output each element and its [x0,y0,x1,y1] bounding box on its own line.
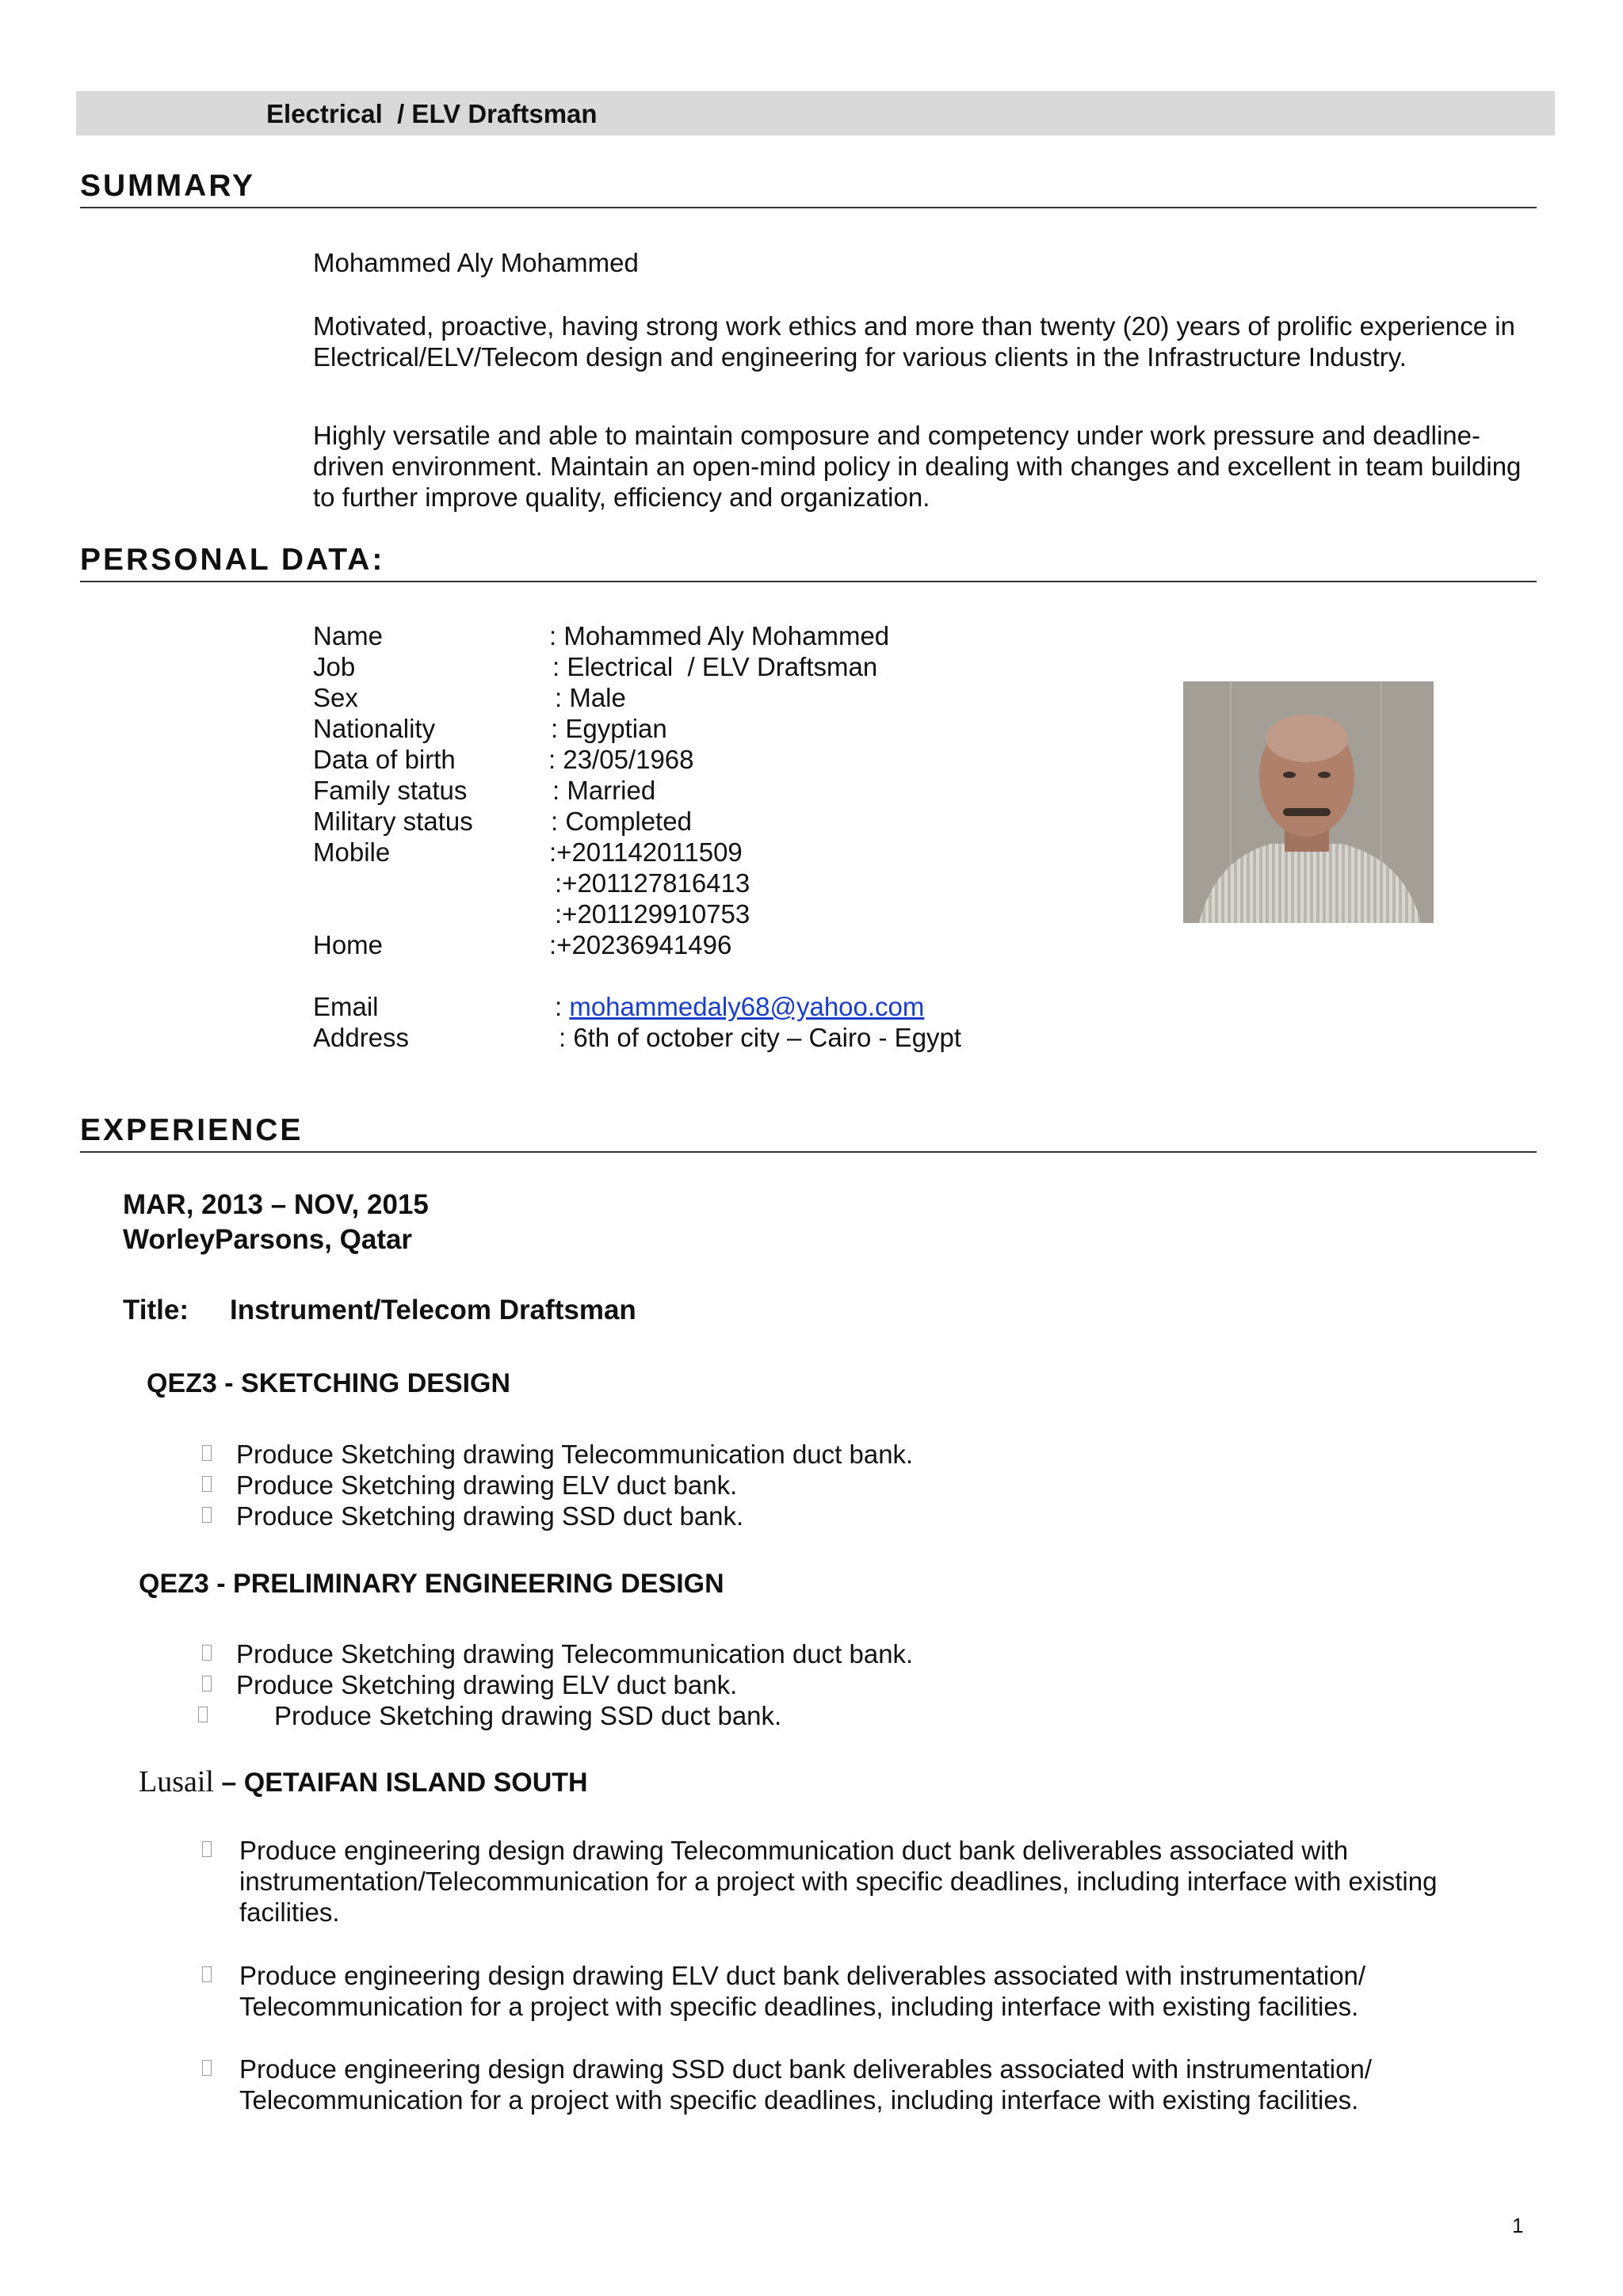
list-item-text: Produce Sketching drawing ELV duct bank. [236,1470,738,1500]
section-lusail-heading [139,1764,588,1799]
experience-title-label: Title: [123,1295,189,1325]
label-mobile: Mobile [313,837,391,867]
experience-heading: EXPERIENCE [80,1113,1537,1153]
list-item-text: Produce Sketching drawing SSD duct bank. [274,1701,782,1730]
summary-paragraph-1: Motivated, proactive, having strong work ethics and more than twenty (20) years of prolific experience in Electrical/ELV/Telecom design and engineering for various clients in the Infrastructure Industry. [313,311,1515,372]
label-email: Email [313,992,379,1021]
value-mobile-2: :+201127816413 [555,868,750,898]
value-mobile-3: :+201129910753 [555,899,750,929]
bullet-icon [202,1445,212,1461]
value-nationality: : Egyptian [551,714,667,743]
bullet-icon [202,1507,212,1523]
list-item-text: Produce Sketching drawing SSD duct bank. [236,1501,744,1531]
lusail-heading-rest: – QETAIFAN ISLAND SOUTH [213,1768,588,1798]
document-title: Electrical / ELV Draftsman [266,99,598,128]
value-military: : Completed [551,807,692,836]
value-home: :+20236941496 [549,930,732,959]
personal-row-military [313,806,692,837]
value-address: : 6th of october city – Cairo - Egypt [559,1023,962,1052]
profile-photo-svg [1183,681,1434,923]
email-prefix: : [555,992,570,1021]
list-item-text: Produce engineering design drawing Telecommunication duct bank deliverables associated with instrumentation/Telecommunication for a project with specific deadlines, including interface with existing facilities. [239,1836,1438,1927]
value-family: : Married [552,776,656,805]
personal-row-name [313,620,890,651]
list-item-text: Produce Sketching drawing Telecommunication duct bank. [236,1440,914,1469]
label-address: Address [313,1023,410,1052]
header-banner [76,91,1555,135]
personal-row-home [313,929,732,960]
personal-data-heading: PERSONAL DATA: [80,543,1537,582]
value-mobile-1: :+201142011509 [549,837,743,867]
label-name: Name [313,621,384,650]
bullet-icon [198,1707,208,1722]
personal-row-mobile-3 [313,898,750,929]
section-preliminary-heading: QEZ3 - PRELIMINARY ENGINEERING DESIGN [139,1569,724,1599]
label-home: Home [313,930,384,959]
personal-row-mobile-2 [313,868,750,898]
value-sex: : Male [555,683,626,712]
summary-name: Mohammed Aly Mohammed [313,248,639,277]
list-item-text: Produce Sketching drawing Telecommunication duct bank. [236,1639,914,1669]
experience-period: MAR, 2013 – NOV, 2015 [123,1189,429,1220]
label-job: Job [313,652,356,681]
bullet-icon [202,1476,212,1492]
list-item-text: Produce engineering design drawing SSD duct bank deliverables associated with instrumentation/ Telecommunication for a project with specific deadlines, including interface with existing facilities. [239,2054,1373,2115]
label-military: Military status [313,807,473,836]
profile-photo [1183,681,1434,923]
value-birth: : 23/05/1968 [548,745,694,774]
value-job: : Electrical / ELV Draftsman [552,652,878,681]
bullet-icon [202,2060,212,2076]
summary-heading: SUMMARY [80,169,1537,208]
label-birth: Data of birth [313,745,456,774]
summary-paragraph-2: Highly versatile and able to maintain composure and competency under work pressure and deadline-driven environment. Maintain an open-mind policy in dealing with changes and excellent in team building to further improve quality, efficiency and organization. [313,421,1522,512]
list-item-text: Produce Sketching drawing ELV duct bank. [236,1670,738,1699]
lusail-label: Lusail [139,1765,214,1798]
list-item-text: Produce engineering design drawing ELV duct bank deliverables associated with instrumentation/ Telecommunication for a project with specific deadlines, including interface with existing facilities. [239,1961,1366,2021]
personal-row-sex [313,682,626,713]
section-sketching-heading: QEZ3 - SKETCHING DESIGN [147,1368,511,1398]
personal-row-email [313,991,925,1022]
bullet-icon [202,1645,212,1661]
personal-row-address [313,1022,962,1053]
experience-title-value: Instrument/Telecom Draftsman [230,1295,636,1325]
page-number: 1 [1512,2214,1524,2237]
label-family: Family status [313,776,468,805]
personal-row-family [313,775,656,806]
email-link[interactable]: mohammedaly68@yahoo.com [569,992,925,1021]
personal-row-nationality [313,713,667,744]
label-nationality: Nationality [313,714,436,743]
personal-row-birth [313,744,694,775]
bullet-icon [202,1841,212,1857]
bullet-icon [202,1966,212,1982]
value-email [555,991,924,1022]
experience-company: WorleyParsons, Qatar [123,1224,413,1255]
personal-row-job [313,651,878,682]
label-sex: Sex [313,683,358,712]
value-name: : Mohammed Aly Mohammed [549,621,890,650]
personal-row-mobile [313,837,743,868]
bullet-icon [202,1676,212,1691]
